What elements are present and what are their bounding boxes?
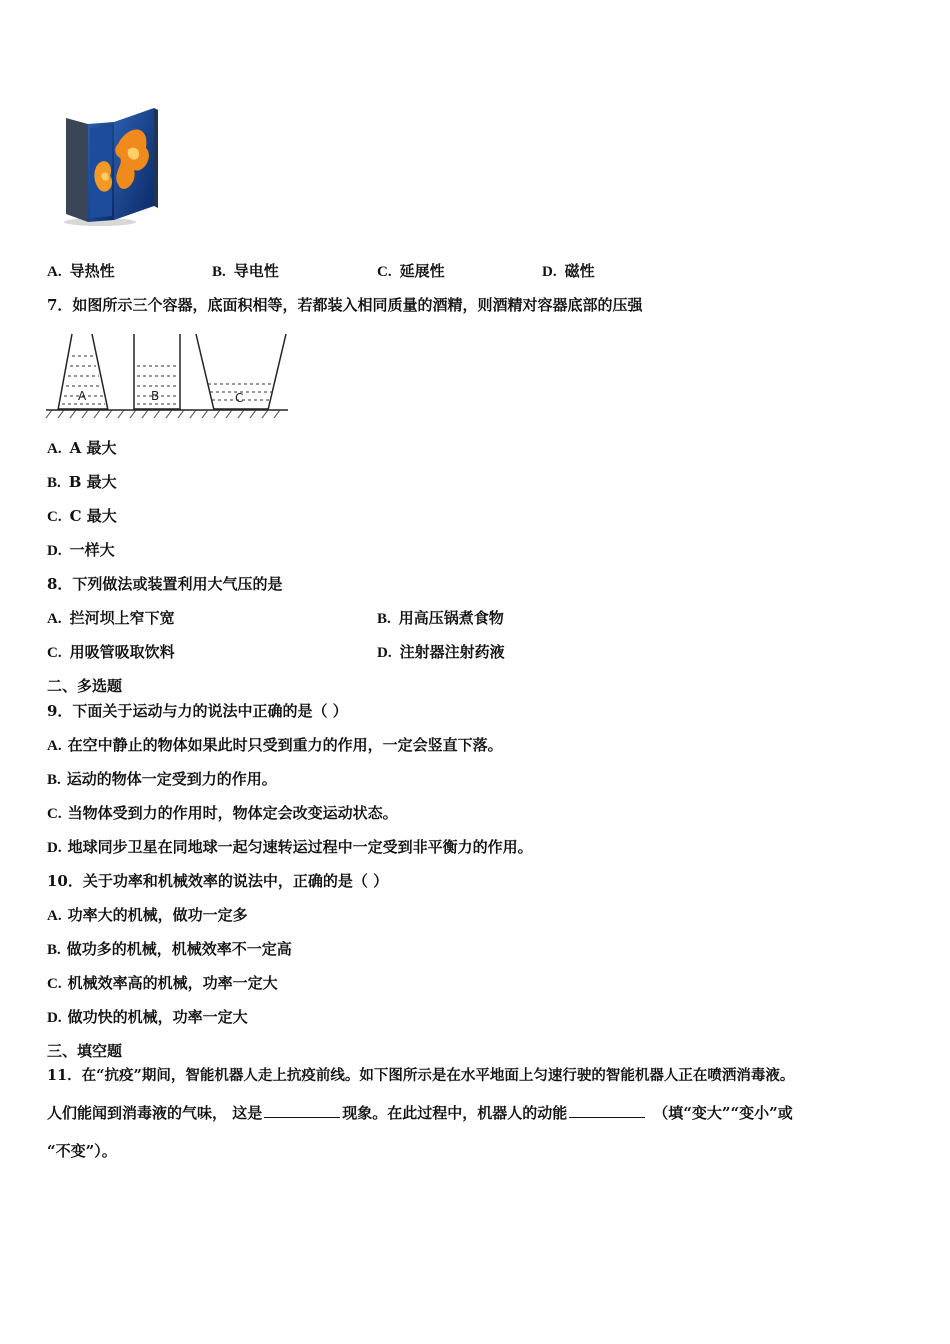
- q11-line3: “不变”）。: [47, 1142, 117, 1160]
- q8-option-b[interactable]: B. 用高压锅煮食物: [377, 609, 504, 627]
- container-label-c: C: [235, 391, 244, 405]
- q11-blank-1[interactable]: [264, 1103, 340, 1118]
- q7-option-a[interactable]: A. A 最大: [47, 439, 117, 457]
- section-heading-fill-blank: 三、填空题: [47, 1042, 123, 1060]
- q7-option-c[interactable]: C. C 最大: [47, 507, 117, 525]
- q8-stem: 8．下列做法或装置利用大气压的是: [47, 575, 283, 593]
- q10-option-a[interactable]: A. 功率大的机械，做功一定多: [47, 906, 248, 924]
- q10-option-b[interactable]: B. 做功多的机械，机械效率不一定高: [47, 940, 292, 958]
- q9-option-b[interactable]: B. 运动的物体一定受到力的作用。: [47, 770, 277, 788]
- q11-blank-2[interactable]: [569, 1103, 645, 1118]
- q10-option-c[interactable]: C. 机械效率高的机械，功率一定大: [47, 974, 278, 992]
- three-containers-figure: [44, 330, 290, 422]
- q6-option-b[interactable]: B. 导电性: [212, 262, 279, 280]
- section-heading-multi-choice: 二、多选题: [47, 677, 123, 695]
- q11-line1: 11．在“抗疫”期间，智能机器人走上抗疫前线。如下图所示是在水平地面上匀速行驶的智能机器人正在喷洒消毒液。: [47, 1067, 795, 1084]
- q7-stem: 7．如图所示三个容器，底面积相等，若都装入相同质量的酒精，则酒精对容器底部的压强: [47, 296, 643, 314]
- foldable-phone-image: [58, 104, 162, 230]
- q9-option-c[interactable]: C. 当物体受到力的作用时，物体定会改变运动状态。: [47, 804, 398, 822]
- q9-option-d[interactable]: D. 地球同步卫星在同地球一起匀速转运过程中一定受到非平衡力的作用。: [47, 838, 533, 856]
- q6-option-c[interactable]: C. 延展性: [377, 262, 445, 280]
- q7-option-d[interactable]: D. 一样大: [47, 541, 115, 559]
- container-label-b: B: [151, 389, 160, 403]
- q9-stem: 9．下面关于运动与力的说法中正确的是（ ）: [47, 702, 348, 720]
- q10-option-d[interactable]: D. 做功快的机械，功率一定大: [47, 1008, 248, 1026]
- q10-stem: 10．关于功率和机械效率的说法中，正确的是（ ）: [47, 872, 389, 890]
- q9-option-a[interactable]: A. 在空中静止的物体如果此时只受到重力的作用，一定会竖直下落。: [47, 736, 503, 754]
- container-label-a: A: [78, 389, 87, 403]
- q6-option-a[interactable]: A. 导热性: [47, 262, 115, 280]
- q7-option-b[interactable]: B. B 最大: [47, 473, 117, 491]
- q11-line2: 人们能闻到消毒液的气味， 这是 现象。在此过程中，机器人的动能 （填“变大”“变小”或: [47, 1104, 793, 1122]
- q8-option-a[interactable]: A. 拦河坝上窄下宽: [47, 609, 175, 627]
- q8-option-d[interactable]: D. 注射器注射药液: [377, 643, 505, 661]
- q6-option-d[interactable]: D. 磁性: [542, 262, 595, 280]
- q8-option-c[interactable]: C. 用吸管吸取饮料: [47, 643, 175, 661]
